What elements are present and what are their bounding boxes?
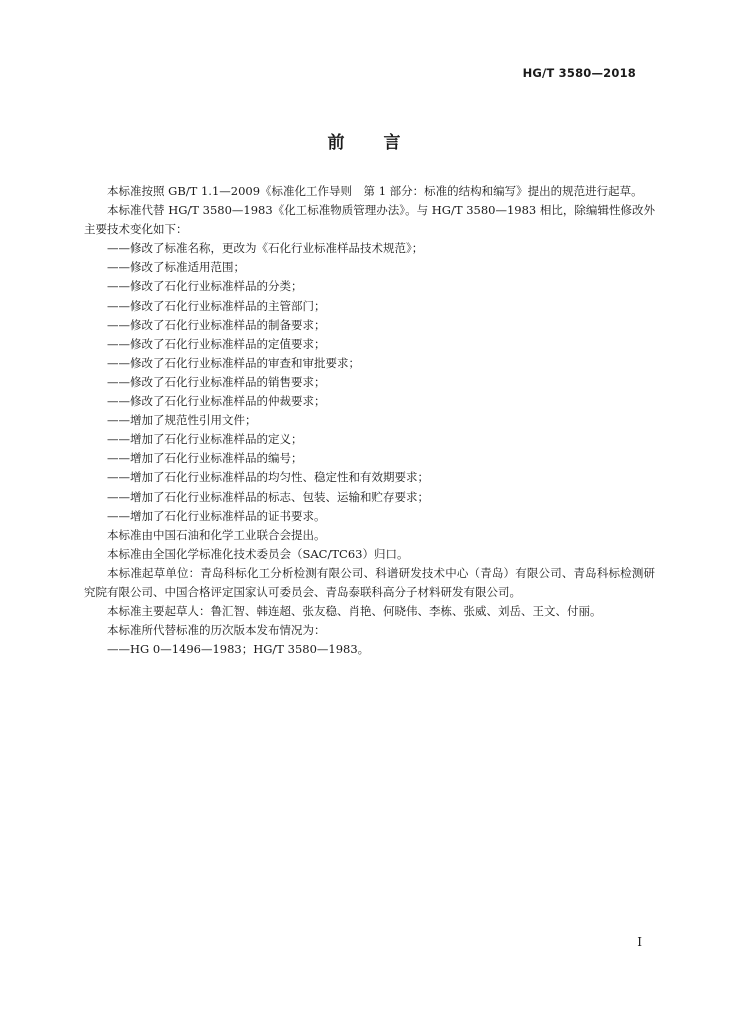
paragraph-drafting-rules: 本标准按照 GB/T 1.1—2009《标准化工作导则 第 1 部分：标准的结构和编写》提出的规范进行起草。 bbox=[107, 184, 643, 198]
list-item: ——修改了石化行业标准样品的审查和审批要求； bbox=[107, 355, 360, 370]
list-item: ——修改了石化行业标准样品的主管部门； bbox=[107, 298, 326, 313]
title-char-2: 言 bbox=[383, 133, 402, 153]
paragraph-proposer: 本标准由中国石油和化学工业联合会提出。 bbox=[107, 527, 326, 542]
list-item: ——增加了石化行业标准样品的标志、包装、运输和贮存要求； bbox=[107, 489, 429, 504]
list-item: ——修改了石化行业标准样品的分类； bbox=[107, 279, 303, 294]
list-item: ——增加了规范性引用文件； bbox=[107, 413, 257, 428]
paragraph-drafters: 本标准主要起草人：鲁汇智、韩连超、张友稳、肖艳、何晓伟、李栋、张威、刘岳、王文、付丽。 bbox=[107, 604, 602, 619]
paragraph-committee: 本标准由全国化学标准化技术委员会（SAC/TC63）归口。 bbox=[107, 546, 409, 561]
paragraph-history-versions: ——HG 0—1496—1983；HG/T 3580—1983。 bbox=[107, 642, 370, 657]
list-item: ——修改了石化行业标准样品的定值要求； bbox=[107, 336, 326, 351]
list-item: ——修改了标准适用范围； bbox=[107, 260, 245, 275]
foreword-body bbox=[84, 182, 655, 659]
paragraph-drafting-units: 本标准起草单位：青岛科标化工分析检测有限公司、科谱研发技术中心（青岛）有限公司、青岛科标检测研究院有限公司、中国合格评定国家认可委员会、青岛泰联科高分子材料研发有限公司。 bbox=[84, 565, 655, 599]
list-item: ——修改了石化行业标准样品的制备要求； bbox=[107, 317, 326, 332]
list-item: ——修改了石化行业标准样品的销售要求； bbox=[107, 374, 326, 389]
page-title bbox=[0, 128, 729, 153]
standard-code: HG/T 3580—2018 bbox=[522, 66, 636, 80]
title-char-1: 前 bbox=[327, 133, 346, 153]
paragraph-replacement: 本标准代替 HG/T 3580—1983《化工标准物质管理办法》。与 HG/T 3580—1983 相比，除编辑性修改外主要技术变化如下： bbox=[84, 203, 655, 237]
changes-list bbox=[84, 239, 655, 525]
page-number: I bbox=[637, 935, 642, 949]
list-item: ——增加了石化行业标准样品的定义； bbox=[107, 432, 303, 447]
list-item: ——修改了石化行业标准样品的仲裁要求； bbox=[107, 394, 326, 409]
paragraph-history-intro: 本标准所代替标准的历次版本发布情况为： bbox=[107, 623, 326, 638]
list-item: ——增加了石化行业标准样品的编号； bbox=[107, 451, 303, 466]
list-item: ——增加了石化行业标准样品的证书要求。 bbox=[107, 508, 326, 523]
list-item: ——修改了标准名称，更改为《石化行业标准样品技术规范》； bbox=[107, 241, 424, 256]
list-item: ——增加了石化行业标准样品的均匀性、稳定性和有效期要求； bbox=[107, 470, 429, 485]
